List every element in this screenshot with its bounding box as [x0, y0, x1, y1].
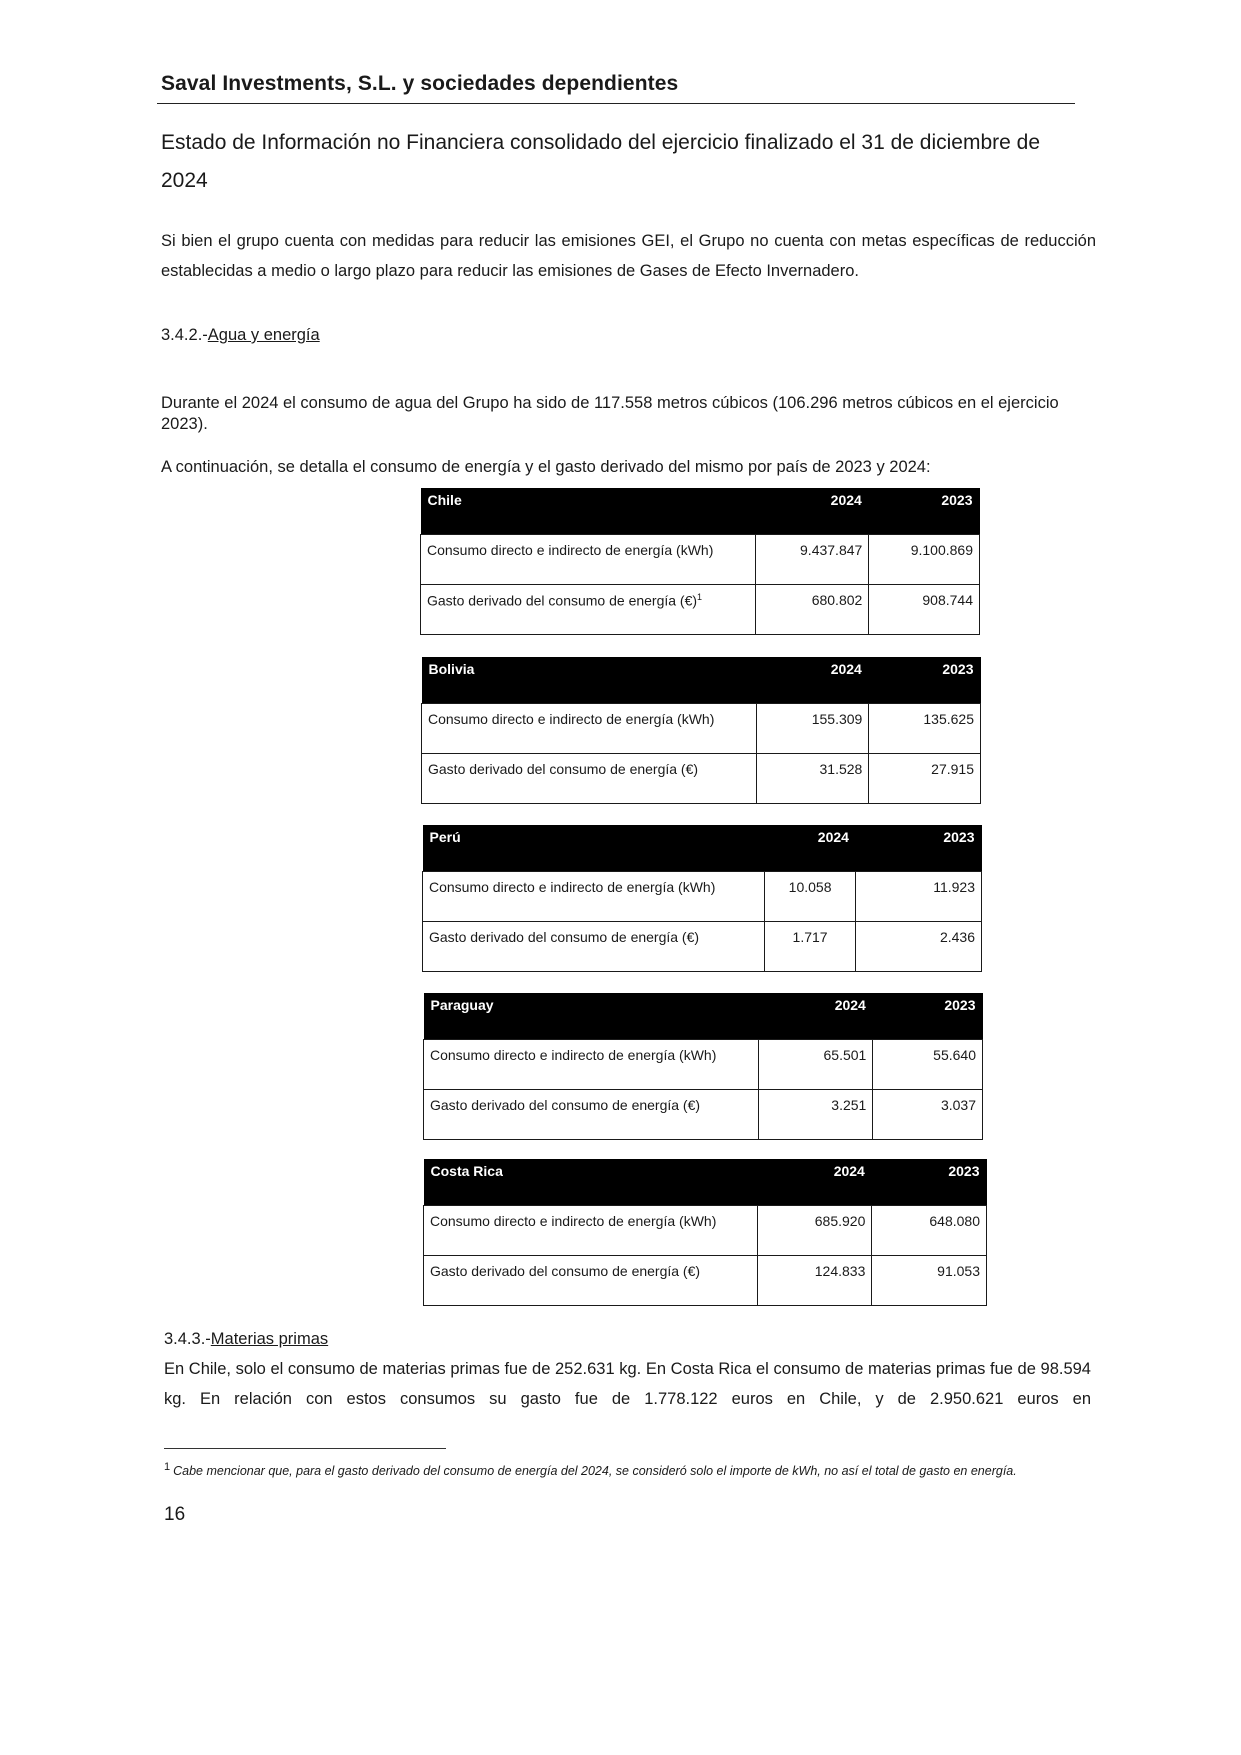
year-2023-header: 2023: [869, 488, 980, 535]
row-label: Gasto derivado del consumo de energía (€): [427, 592, 698, 609]
table-row: [422, 704, 981, 754]
year-2024-header: 2024: [757, 1159, 872, 1206]
table-row: [421, 535, 980, 585]
row-label: Gasto derivado del consumo de energía (€): [424, 1090, 759, 1140]
page-number: 16: [164, 1504, 186, 1525]
document-subtitle: Estado de Información no Financiera consolidado del ejercicio finalizado el 31 de diciembre de 2024: [161, 131, 1041, 192]
water-paragraph: Durante el 2024 el consumo de agua del Grupo ha sido de 117.558 metros cúbicos (106.296 metros cúbicos en el ejercicio 2023).: [161, 394, 1059, 433]
row-label: Consumo directo e indirecto de energía (kWh): [423, 872, 765, 922]
raw-materials-paragraph: En Chile, solo el consumo de materias primas fue de 252.631 kg. En Costa Rica el consumo de materias primas fue de 98.594 kg. En relación con estos consumos su gasto fue de 1.778.122 euros en Chile, y de 2.950.621 euros en: [164, 1360, 1091, 1408]
value-2024: 680.802: [755, 585, 869, 635]
year-2023-header: 2023: [869, 657, 981, 704]
value-2024: 10.058: [764, 872, 856, 922]
value-2023: 648.080: [872, 1206, 987, 1256]
footnote-divider: [164, 1448, 446, 1449]
country-name: Bolivia: [422, 657, 757, 704]
year-2023-header: 2023: [856, 825, 982, 872]
value-2024: 124.833: [757, 1256, 872, 1306]
value-2023: 27.915: [869, 754, 981, 804]
company-name: Saval Investments, S.L. y sociedades dependientes: [161, 72, 679, 95]
year-2023-header: 2023: [872, 1159, 987, 1206]
value-2024: 685.920: [757, 1206, 872, 1256]
table-header-row: [423, 825, 982, 872]
table-row: [422, 754, 981, 804]
table-row: [423, 872, 982, 922]
table-row: [424, 1206, 987, 1256]
intro-paragraph: Si bien el grupo cuenta con medidas para reducir las emisiones GEI, el Grupo no cuenta con metas específicas de reducción establecidas a medio o largo plazo para reducir las emisiones de Gases de Efecto Invernadero.: [161, 232, 1096, 280]
energy-intro-paragraph: A continuación, se detalla el consumo de energía y el gasto derivado del mismo por país de 2023 y 2024:: [161, 458, 931, 476]
section-title: Agua y energía: [207, 326, 320, 344]
value-2023: 11.923: [856, 872, 982, 922]
value-2023: 55.640: [873, 1040, 983, 1090]
value-2023: 3.037: [873, 1090, 983, 1140]
row-label: Gasto derivado del consumo de energía (€): [423, 922, 765, 972]
year-2024-header: 2024: [758, 993, 873, 1040]
table-row: [421, 585, 980, 635]
row-label: Consumo directo e indirecto de energía (kWh): [424, 1040, 759, 1090]
value-2023: 2.436: [856, 922, 982, 972]
energy-table-peru: [422, 825, 982, 972]
header-divider: [157, 103, 1075, 104]
section-number: 3.4.2.-: [161, 326, 208, 344]
value-2023: 9.100.869: [869, 535, 980, 585]
row-label: Consumo directo e indirecto de energía (kWh): [422, 704, 757, 754]
country-name: Chile: [421, 488, 756, 535]
value-2023: 91.053: [872, 1256, 987, 1306]
table-row: [424, 1090, 983, 1140]
energy-table-chile: [420, 488, 980, 635]
value-2023: 908.744: [869, 585, 980, 635]
row-label: Consumo directo e indirecto de energía (kWh): [424, 1206, 758, 1256]
energy-table-costa-rica: [423, 1159, 987, 1306]
value-2024: 65.501: [758, 1040, 873, 1090]
year-2024-header: 2024: [764, 825, 856, 872]
energy-table-paraguay: [423, 993, 983, 1140]
year-2023-header: 2023: [873, 993, 983, 1040]
year-2024-header: 2024: [756, 657, 869, 704]
row-label: Gasto derivado del consumo de energía (€): [422, 754, 757, 804]
table-header-row: [424, 993, 983, 1040]
section-heading-3-4-2: [161, 326, 320, 345]
country-name: Costa Rica: [424, 1159, 758, 1206]
footnote: [164, 1458, 1094, 1481]
row-label-cell: [421, 585, 756, 635]
value-2023: 135.625: [869, 704, 981, 754]
table-row: [424, 1256, 987, 1306]
value-2024: 3.251: [758, 1090, 873, 1140]
footnote-ref: 1: [697, 592, 703, 602]
section-heading-3-4-3: [164, 1330, 328, 1349]
energy-table-bolivia: [421, 657, 981, 804]
table-row: [423, 922, 982, 972]
value-2024: 155.309: [756, 704, 869, 754]
section-number: 3.4.3.-: [164, 1330, 211, 1348]
value-2024: 31.528: [756, 754, 869, 804]
row-label: Gasto derivado del consumo de energía (€): [424, 1256, 758, 1306]
value-2024: 1.717: [764, 922, 856, 972]
country-name: Paraguay: [424, 993, 759, 1040]
value-2024: 9.437.847: [755, 535, 869, 585]
year-2024-header: 2024: [755, 488, 869, 535]
section-title: Materias primas: [210, 1330, 329, 1348]
country-name: Perú: [423, 825, 765, 872]
row-label: Consumo directo e indirecto de energía (kWh): [421, 535, 756, 585]
footnote-text: Cabe mencionar que, para el gasto derivado del consumo de energía del 2024, se consideró solo el importe de kWh, no así el total de gasto en energía.: [173, 1464, 1017, 1479]
footnote-mark: 1: [164, 1461, 171, 1473]
table-header-row: [424, 1159, 987, 1206]
table-row: [424, 1040, 983, 1090]
table-header-row: [421, 488, 980, 535]
table-header-row: [422, 657, 981, 704]
